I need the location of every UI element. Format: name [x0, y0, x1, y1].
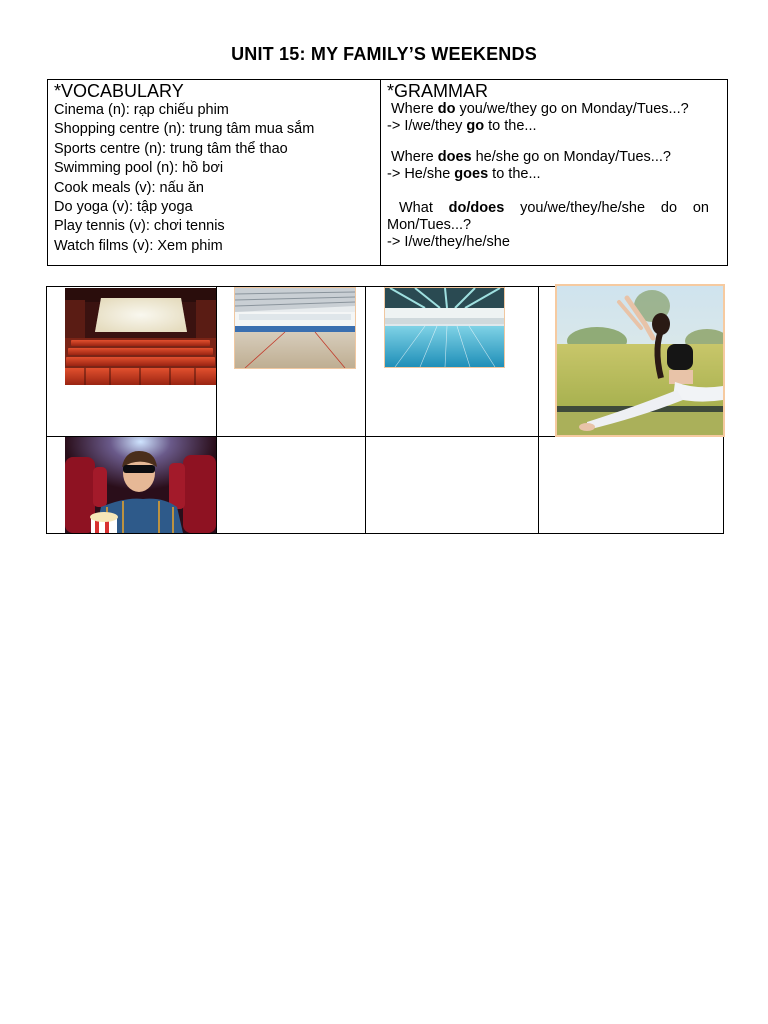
vocabulary-item: Swimming pool (n): hồ bơi: [54, 160, 224, 177]
grammar-heading: *GRAMMAR: [387, 81, 489, 101]
vocabulary-column: [48, 80, 381, 265]
grammar-question: Where does he/she go on Monday/Tues...?: [391, 149, 671, 165]
grammar-answer: -> He/she goes to the...: [387, 166, 541, 182]
grammar-column: [381, 80, 727, 265]
yoga-photo: [557, 286, 723, 435]
grammar-answer: -> I/we/they go to the...: [387, 118, 537, 134]
grammar-question-continued: Mon/Tues...?: [387, 217, 472, 233]
grammar-block-what: [387, 200, 709, 251]
vocabulary-list: [54, 101, 374, 256]
grammar-block-plural: [387, 101, 709, 135]
cinema-hall-photo: [65, 288, 216, 385]
vocabulary-item: Cinema (n): rạp chiếu phim: [54, 102, 229, 118]
sports-centre-photo: [235, 288, 355, 368]
vocabulary-item: Do yoga (v): tập yoga: [54, 199, 193, 216]
vocabulary-item: Watch films (v): Xem phim: [54, 237, 223, 254]
grammar-block-singular: [387, 149, 709, 183]
grammar-answer: -> I/we/they/he/she: [387, 234, 510, 250]
vocabulary-heading: *VOCABULARY: [54, 81, 184, 101]
boy-watching-film-photo: [65, 437, 216, 533]
vocab-grammar-table: [47, 79, 728, 266]
vocabulary-item: Play tennis (v): chơi tennis: [54, 218, 225, 235]
vocabulary-item: Sports centre (n): trung tâm thể thao: [54, 140, 288, 157]
vocabulary-item: Cook meals (v): nấu ăn: [54, 179, 204, 196]
picture-table: [46, 286, 724, 534]
page-title: UNIT 15: MY FAMILY’S WEEKENDS: [231, 44, 537, 64]
swimming-pool-photo: [385, 288, 504, 367]
grammar-question: What do/does you/we/they/he/she do on: [399, 200, 709, 216]
grammar-question: Where do you/we/they go on Monday/Tues...?: [391, 101, 689, 117]
vocabulary-item: Shopping centre (n): trung tâm mua sắm: [54, 121, 315, 138]
